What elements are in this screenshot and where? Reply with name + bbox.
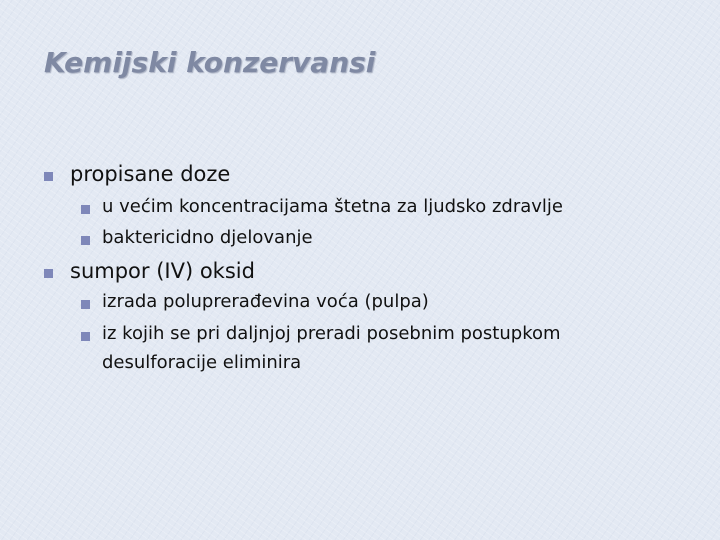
bullet-square-icon xyxy=(44,269,53,278)
sub-bullet-square-icon xyxy=(81,205,90,214)
sub-bullet-square-icon xyxy=(81,332,90,341)
sub-bullet-text: izrada poluprerađevina voća (pulpa) xyxy=(102,291,429,312)
sub-bullet-text-continuation: desulforacije eliminira xyxy=(102,352,302,373)
sub-bullet-text: baktericidno djelovanje xyxy=(102,227,313,248)
slide-title: Kemijski konzervansi xyxy=(44,46,376,79)
sub-bullet-text: iz kojih se pri daljnjoj preradi posebnim postupkom xyxy=(102,323,561,344)
sub-bullet-text: u većim koncentracijama štetna za ljudsko zdravlje xyxy=(102,196,563,217)
sub-bullet-square-icon xyxy=(81,300,90,309)
bullet-text-propisane-doze: propisane doze xyxy=(70,162,231,186)
sub-bullet-square-icon xyxy=(81,236,90,245)
bullet-text-sumpor-oksid: sumpor (IV) oksid xyxy=(70,259,255,283)
bullet-square-icon xyxy=(44,172,53,181)
